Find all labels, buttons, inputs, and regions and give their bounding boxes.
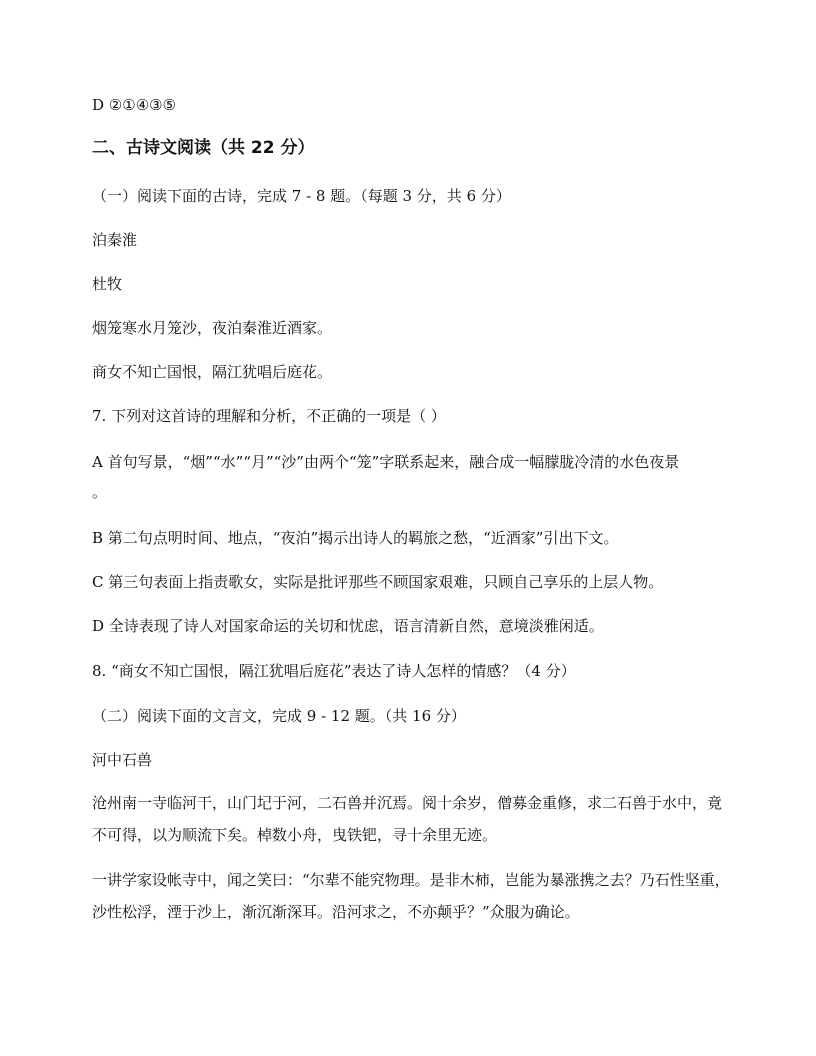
poem-title: 泊秦淮 xyxy=(92,231,138,249)
prose-title: 河中石兽 xyxy=(92,751,153,769)
section-heading-classical-poetry: 二、古诗文阅读（共 22 分） xyxy=(92,138,315,158)
prose-paragraph-2: 一讲学家设帐寺中，闻之笑曰：“尔辈不能究物理。是非木柿，岂能为暴涨携之去？乃石性坚重，沙性松浮，湮于沙上，渐沉渐深耳。沿河求之，不亦颠乎？”众服为确论。 xyxy=(92,871,730,921)
question-7-option-d: D 全诗表现了诗人对国家命运的关切和忧虑，语言清新自然，意境淡雅闲适。 xyxy=(92,617,604,635)
prose-paragraph-1: 沧州南一寺临河干，山门圮于河，二石兽并沉焉。阅十余岁，僧募金重修，求二石兽于水中，竟不可得，以为顺流下矣。棹数小舟，曳铁钯，寻十余里无迹。 xyxy=(92,794,723,844)
option-d-previous-question: D ②①④③⑤ xyxy=(92,96,177,114)
question-7-option-c: C 第三句表面上指责歌女，实际是批评那些不顾国家艰难，只顾自己享乐的上层人物。 xyxy=(92,573,664,591)
poem-line-1: 烟笼寒水月笼沙，夜泊秦淮近酒家。 xyxy=(92,319,333,337)
question-7-option-b: B 第二句点明时间、地点，“夜泊”揭示出诗人的羁旅之愁，“近酒家”引出下文。 xyxy=(92,529,619,547)
question-7-stem: 7. 下列对这首诗的理解和分析，不正确的一项是（ ） xyxy=(92,407,446,425)
part2-instructions: （二）阅读下面的文言文，完成 9 - 12 题。（共 16 分） xyxy=(92,707,466,725)
question-8: 8. “商女不知亡国恨，隔江犹唱后庭花”表达了诗人怎样的情感？（4 分） xyxy=(92,662,576,680)
poem-author: 杜牧 xyxy=(92,275,123,293)
poem-line-2: 商女不知亡国恨，隔江犹唱后庭花。 xyxy=(92,363,333,381)
question-7-option-a: A 首句写景，“烟”“水”“月”“沙”由两个“笼”字联系起来，融合成一幅朦胧冷清的水色夜景 xyxy=(92,453,680,471)
part1-instructions: （一）阅读下面的古诗，完成 7 - 8 题。（每题 3 分，共 6 分） xyxy=(92,187,511,205)
question-7-option-a-continued: 。 xyxy=(92,483,108,501)
